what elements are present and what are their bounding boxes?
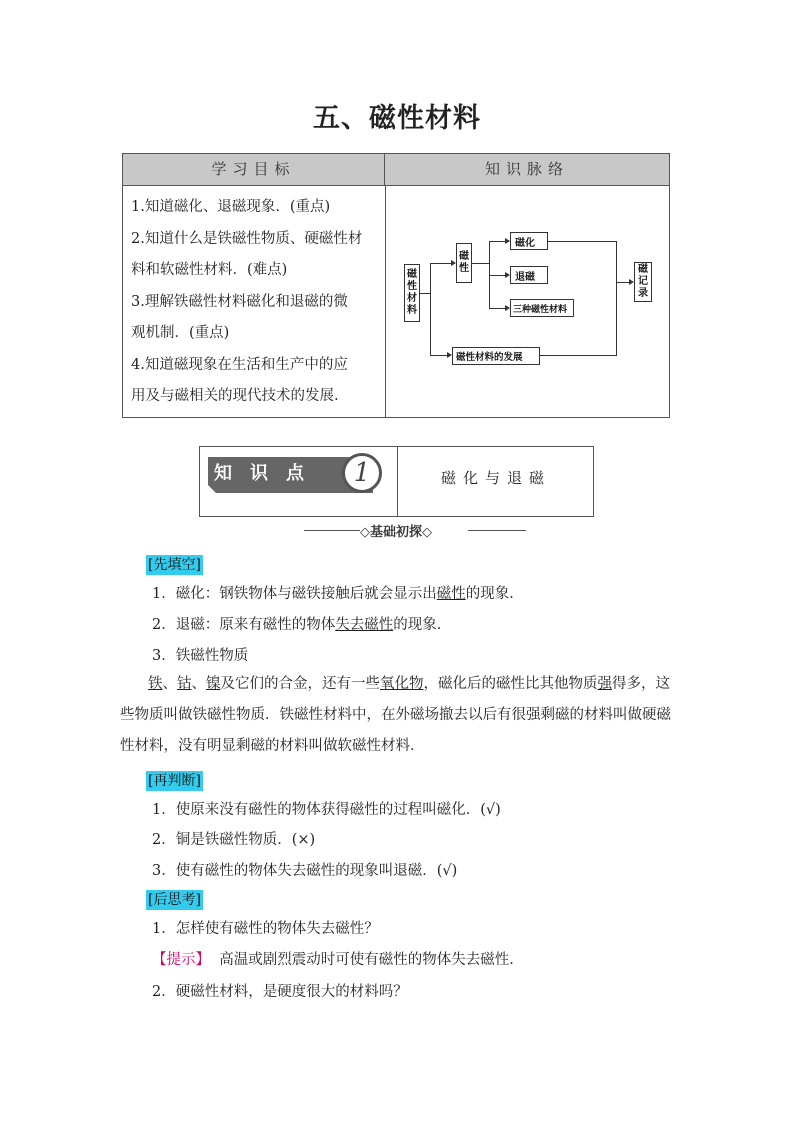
- arrow-icon: [451, 260, 456, 266]
- diagram-root-box: [404, 264, 420, 322]
- judge-item: 3．使有磁性的物体失去磁性的现象叫退磁．(√): [152, 863, 458, 879]
- answer: 强: [597, 676, 612, 692]
- knowledge-diagram: [386, 187, 670, 417]
- connector-line: [430, 263, 431, 356]
- arrow-icon: [629, 279, 634, 285]
- diagram-three-types-box: 三种磁性材料: [510, 299, 574, 317]
- section-heading-text: ◇基础初探◇: [360, 525, 432, 540]
- text: 1．磁化：钢铁物体与磁铁接触后就会显示出: [152, 586, 437, 602]
- connector-line: [472, 263, 489, 264]
- diagram-char: 记: [638, 276, 648, 287]
- answer: 氧化物: [380, 676, 424, 692]
- connector-line: [430, 355, 447, 356]
- knowledge-point-label: 知识点: [214, 463, 322, 484]
- objectives-table: [122, 153, 670, 418]
- text: 及它们的合金，还有一些: [220, 676, 380, 692]
- think-tag: [后思考]: [148, 892, 201, 908]
- diagram-char: 磁: [407, 269, 417, 280]
- text: 的现象．: [393, 617, 452, 633]
- judge-tag: [再判断]: [148, 773, 201, 789]
- heading-rule: [304, 530, 360, 531]
- connector-line: [548, 241, 616, 242]
- think-question-1: 1．怎样使有磁性的物体失去磁性？: [152, 921, 379, 937]
- answer: 铁: [148, 676, 163, 692]
- knowledge-header: 知识脉络: [385, 154, 669, 186]
- text: 、: [191, 676, 206, 692]
- heading-rule: [468, 530, 526, 531]
- knowledge-point-banner: [199, 446, 594, 517]
- judge-item: 1．使原来没有磁性的物体获得磁性的过程叫磁化．(√): [152, 802, 501, 818]
- text: ，磁化后的磁性比其他物质: [423, 676, 598, 692]
- objectives-list: [131, 192, 381, 413]
- fill-item-3: 3．铁磁性物质: [152, 648, 249, 664]
- connector-line: [489, 275, 505, 276]
- answer: 磁性: [436, 586, 466, 602]
- answer: 失去磁性: [335, 617, 394, 633]
- objective-line: 2.知道什么是铁磁性物质、硬磁性材: [131, 230, 363, 247]
- arrow-icon: [505, 272, 510, 278]
- ferromagnetic-paragraph: [120, 669, 678, 762]
- diagram-char: 材: [407, 293, 417, 304]
- diagram-development-box: 磁性材料的发展: [452, 347, 540, 365]
- diagram-demagnetize-box: 退磁: [510, 266, 548, 284]
- diagram-magnetize-box: 磁化: [510, 232, 548, 250]
- diagram-char: 料: [407, 305, 417, 316]
- diagram-char: 性: [407, 281, 417, 292]
- objective-line: 3.理解铁磁性材料磁化和退磁的微: [131, 293, 348, 310]
- diagram-branch-box: [456, 243, 472, 283]
- connector-line: [540, 355, 616, 356]
- think-hint: [152, 948, 524, 969]
- diagram-record-box: [634, 262, 652, 302]
- diagram-char: 磁: [459, 251, 469, 262]
- connector-line: [430, 263, 451, 264]
- text: 得多，这些物质叫做铁磁性物质．铁磁性材料中，在外磁场撤去以后有很强剩磁的材料叫做硬磁性材料，没有明显剩磁的材料叫做软磁性材料．: [120, 676, 671, 754]
- knowledge-point-title: 磁化与退磁: [440, 469, 551, 487]
- fill-item-2: [152, 613, 451, 634]
- diagram-char: 磁: [638, 264, 648, 275]
- objective-line: 1.知道磁化、退磁现象．(重点): [131, 199, 331, 215]
- hint-text: 高温或剧烈震动时可使有磁性的物体失去磁性．: [219, 952, 524, 968]
- page-title: 五、磁性材料: [313, 103, 481, 134]
- connector-line: [489, 241, 505, 242]
- diagram-char: 性: [459, 263, 469, 274]
- objectives-header: 学习目标: [123, 154, 385, 186]
- connector-line: [616, 241, 617, 356]
- hint-label: 【提示】: [152, 952, 210, 968]
- answer: 镍: [206, 676, 221, 692]
- section-heading: [298, 520, 528, 540]
- arrow-icon: [505, 305, 510, 311]
- arrow-icon: [505, 238, 510, 244]
- judge-item: 2．铜是铁磁性物质．(×): [152, 832, 316, 848]
- connector-line: [420, 293, 430, 294]
- text: 的现象．: [465, 586, 524, 602]
- text: 2．退磁：原来有磁性的物体: [152, 617, 336, 633]
- answer: 钴: [177, 676, 192, 692]
- objective-line: 用及与磁相关的现代技术的发展.: [131, 388, 339, 404]
- knowledge-point-number: 1: [342, 453, 382, 493]
- text: 、: [162, 676, 177, 692]
- objective-line: 4.知道磁现象在生活和生产中的应: [131, 356, 348, 373]
- fill-item-1: [152, 582, 524, 603]
- think-question-2: 2．硬磁性材料，是硬度很大的材料吗？: [152, 984, 408, 1000]
- diagram-char: 录: [638, 288, 648, 299]
- connector-line: [616, 282, 629, 283]
- arrow-icon: [447, 352, 452, 358]
- objective-line: 观机制．(重点): [131, 325, 230, 341]
- fill-blank-tag: [先填空]: [148, 557, 201, 573]
- connector-line: [489, 308, 505, 309]
- objective-line: 料和软磁性材料．(难点): [131, 262, 288, 278]
